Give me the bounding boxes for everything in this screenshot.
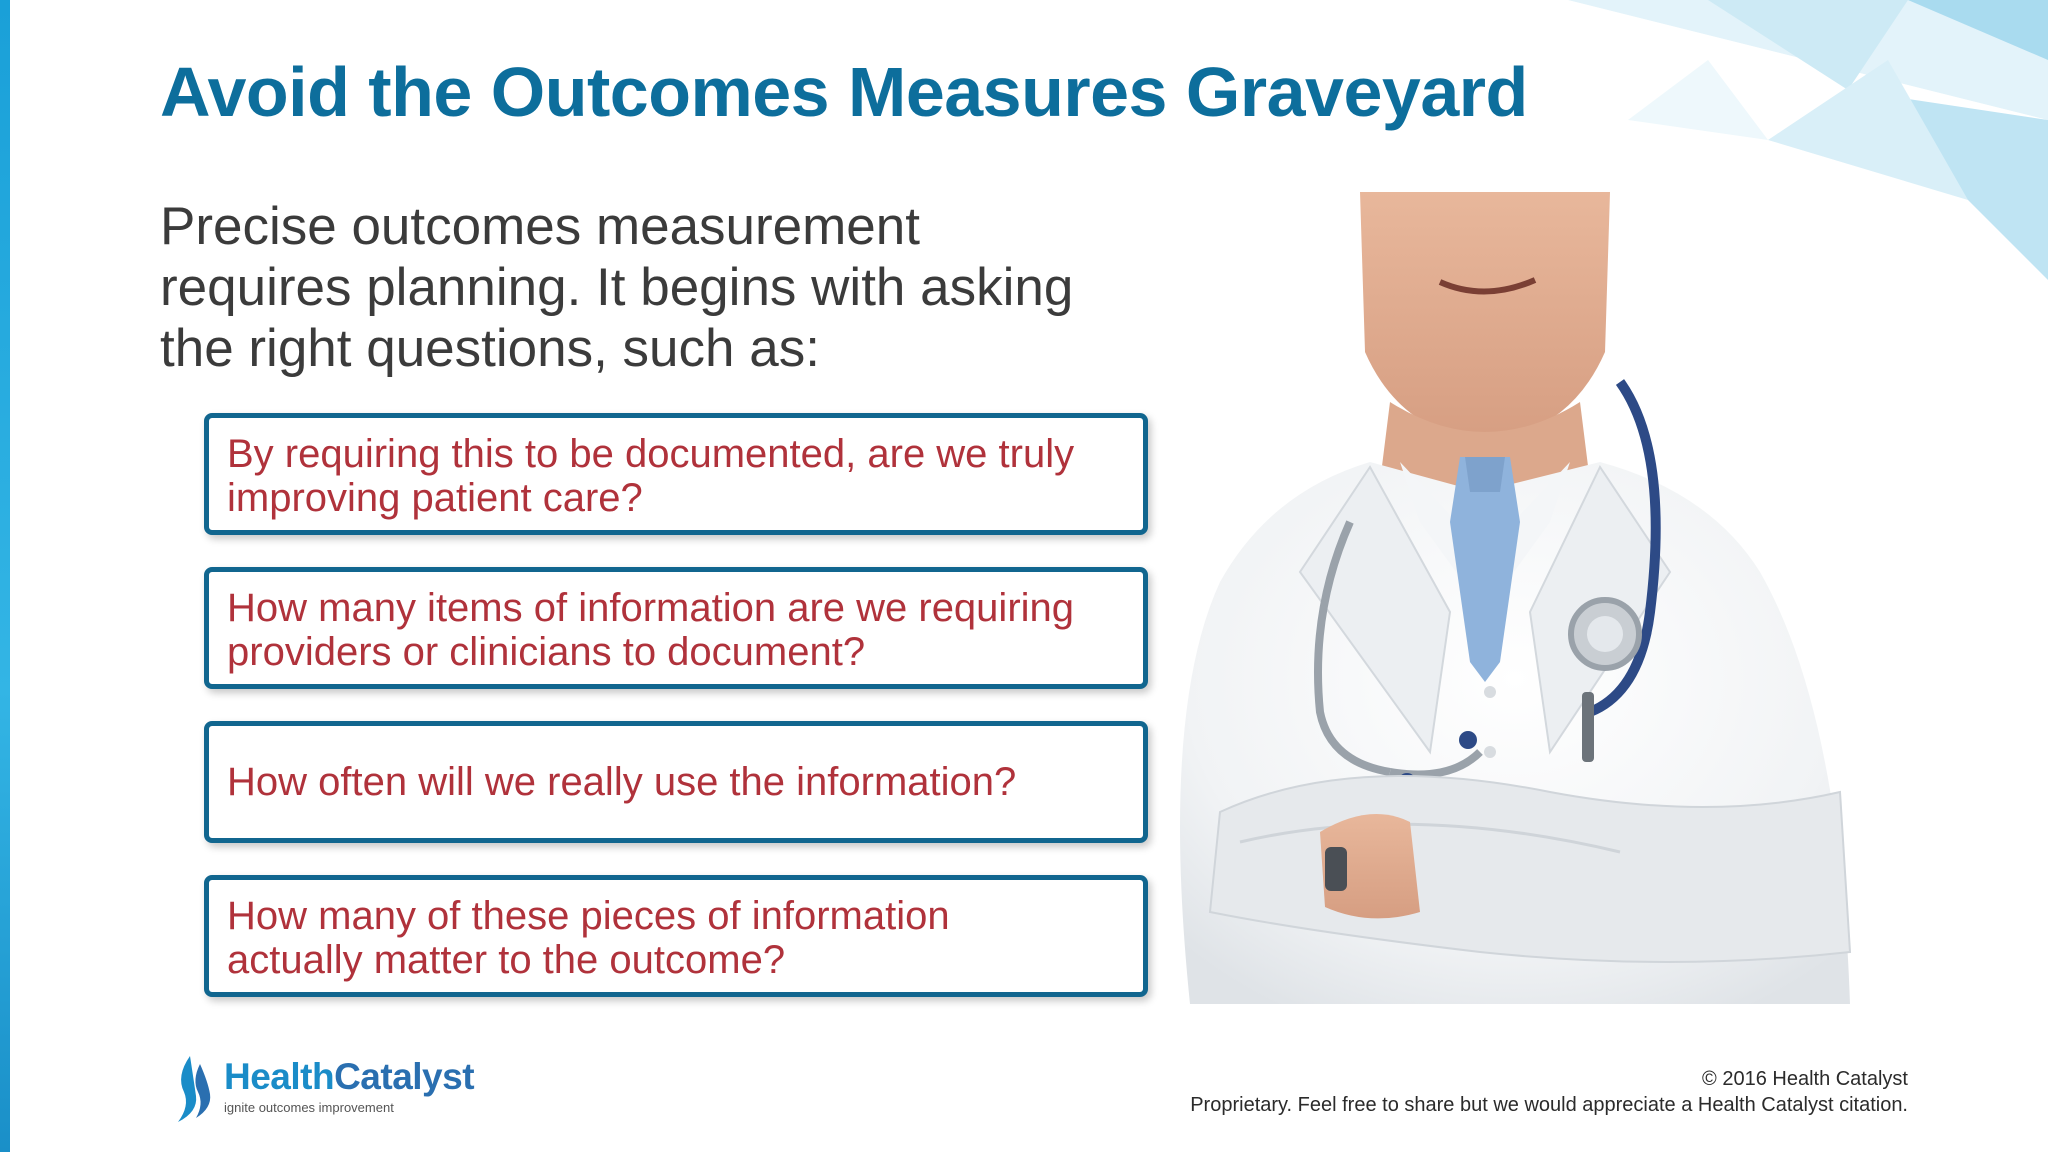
question-line: How often will we really use the information? bbox=[227, 760, 1017, 804]
copyright-block bbox=[1190, 1066, 1908, 1118]
slide-title: Avoid the Outcomes Measures Graveyard bbox=[160, 53, 1528, 131]
doctor-photo bbox=[1150, 192, 1920, 1004]
question-line: By requiring this to be documented, are we truly bbox=[227, 432, 1075, 476]
question-box bbox=[204, 875, 1148, 997]
intro-paragraph bbox=[160, 196, 1120, 379]
logo-health: Health bbox=[224, 1056, 335, 1097]
flame-icon bbox=[168, 1052, 216, 1124]
question-box bbox=[204, 413, 1148, 535]
question-line: How many of these pieces of information bbox=[227, 894, 950, 938]
question-line: How many items of information are we requiring bbox=[227, 586, 1075, 630]
question-box bbox=[204, 567, 1148, 689]
question-box bbox=[204, 721, 1148, 843]
logo-catalyst: Catalyst bbox=[334, 1056, 475, 1097]
proprietary-notice: Proprietary. Feel free to share but we would appreciate a Health Catalyst citation. bbox=[1190, 1094, 1908, 1116]
copyright-text: © 2016 Health Catalyst bbox=[1702, 1068, 1908, 1090]
left-accent-bar bbox=[0, 0, 10, 1152]
intro-line: Precise outcomes measurement bbox=[160, 197, 920, 256]
logo-tagline: ignite outcomes improvement bbox=[224, 1100, 394, 1115]
question-line: actually matter to the outcome? bbox=[227, 938, 786, 982]
logo-wordmark bbox=[224, 1056, 474, 1098]
question-line: providers or clinicians to document? bbox=[227, 630, 866, 674]
question-line: improving patient care? bbox=[227, 476, 643, 520]
intro-line: the right questions, such as: bbox=[160, 319, 820, 378]
health-catalyst-logo bbox=[168, 1052, 488, 1124]
intro-line: requires planning. It begins with asking bbox=[160, 258, 1074, 317]
